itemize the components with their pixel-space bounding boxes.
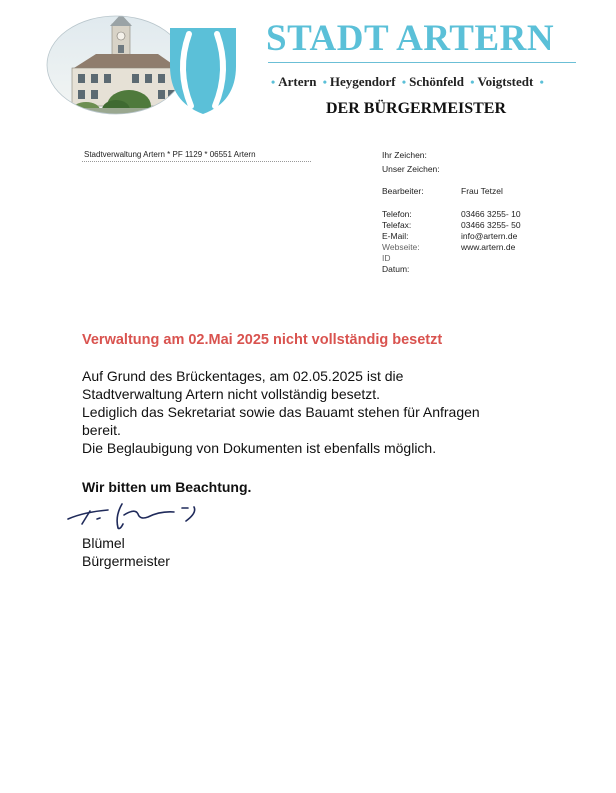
bullet-icon: • [322,75,327,89]
city-title: STADT ARTERN [266,18,555,59]
town-name: Voigtstedt [477,74,534,89]
body-line: bereit. [82,422,121,438]
bullet-icon: • [470,75,475,89]
bullet-icon: • [539,75,544,89]
telefon-label: Telefon: [382,209,412,219]
body-line: Die Beglaubigung von Dokumenten ist ebenfalls möglich. [82,440,437,456]
webseite-value: www.artern.de [461,242,516,252]
bullet-icon: • [401,75,407,89]
town-name: Heygendorf [329,74,396,89]
telefax-label: Telefax: [382,220,412,230]
email-label: E-Mail: [382,231,409,241]
letter-headline: Verwaltung am 02.Mai 2025 nicht vollständig besetzt [82,332,443,348]
body-line: Stadtverwaltung Artern nicht vollständig besetzt. [82,386,381,402]
sender-address: Stadtverwaltung Artern * PF 1129 * 06551 Artern [84,150,256,159]
signature-icon [64,497,200,533]
unser-zeichen-label: Unser Zeichen: [382,164,440,174]
office-title: DER BÜRGERMEISTER [326,100,507,117]
bearbeiter-label: Bearbeiter: [382,186,424,196]
town-name: Schönfeld [409,74,464,89]
datum-label: Datum: [382,264,410,274]
signer-name: Blümel [82,535,125,551]
bearbeiter-value: Frau Tetzel [461,186,503,196]
telefax-value: 03466 3255- 50 [461,220,521,230]
signature-block [82,534,170,570]
handwritten-signature [64,497,200,533]
signer-title: Bürgermeister [82,553,170,569]
telefon-value: 03466 3255- 10 [461,209,521,219]
body-line: Auf Grund des Brückentages, am 02.05.2025 ist die [82,368,404,384]
email-value: info@artern.de [461,231,518,241]
bullet-icon: • [271,75,276,89]
ihr-zeichen-label: Ihr Zeichen: [382,150,427,160]
town-name: Artern [278,74,317,89]
letter-body [82,367,542,457]
body-line: Lediglich das Sekretariat sowie das Bauamt stehen für Anfragen [82,404,480,420]
id-label: ID [382,253,391,263]
reference-info-block [0,0,616,300]
webseite-label: Webseite: [382,242,420,252]
closing-remark: Wir bitten um Beachtung. [82,479,252,495]
